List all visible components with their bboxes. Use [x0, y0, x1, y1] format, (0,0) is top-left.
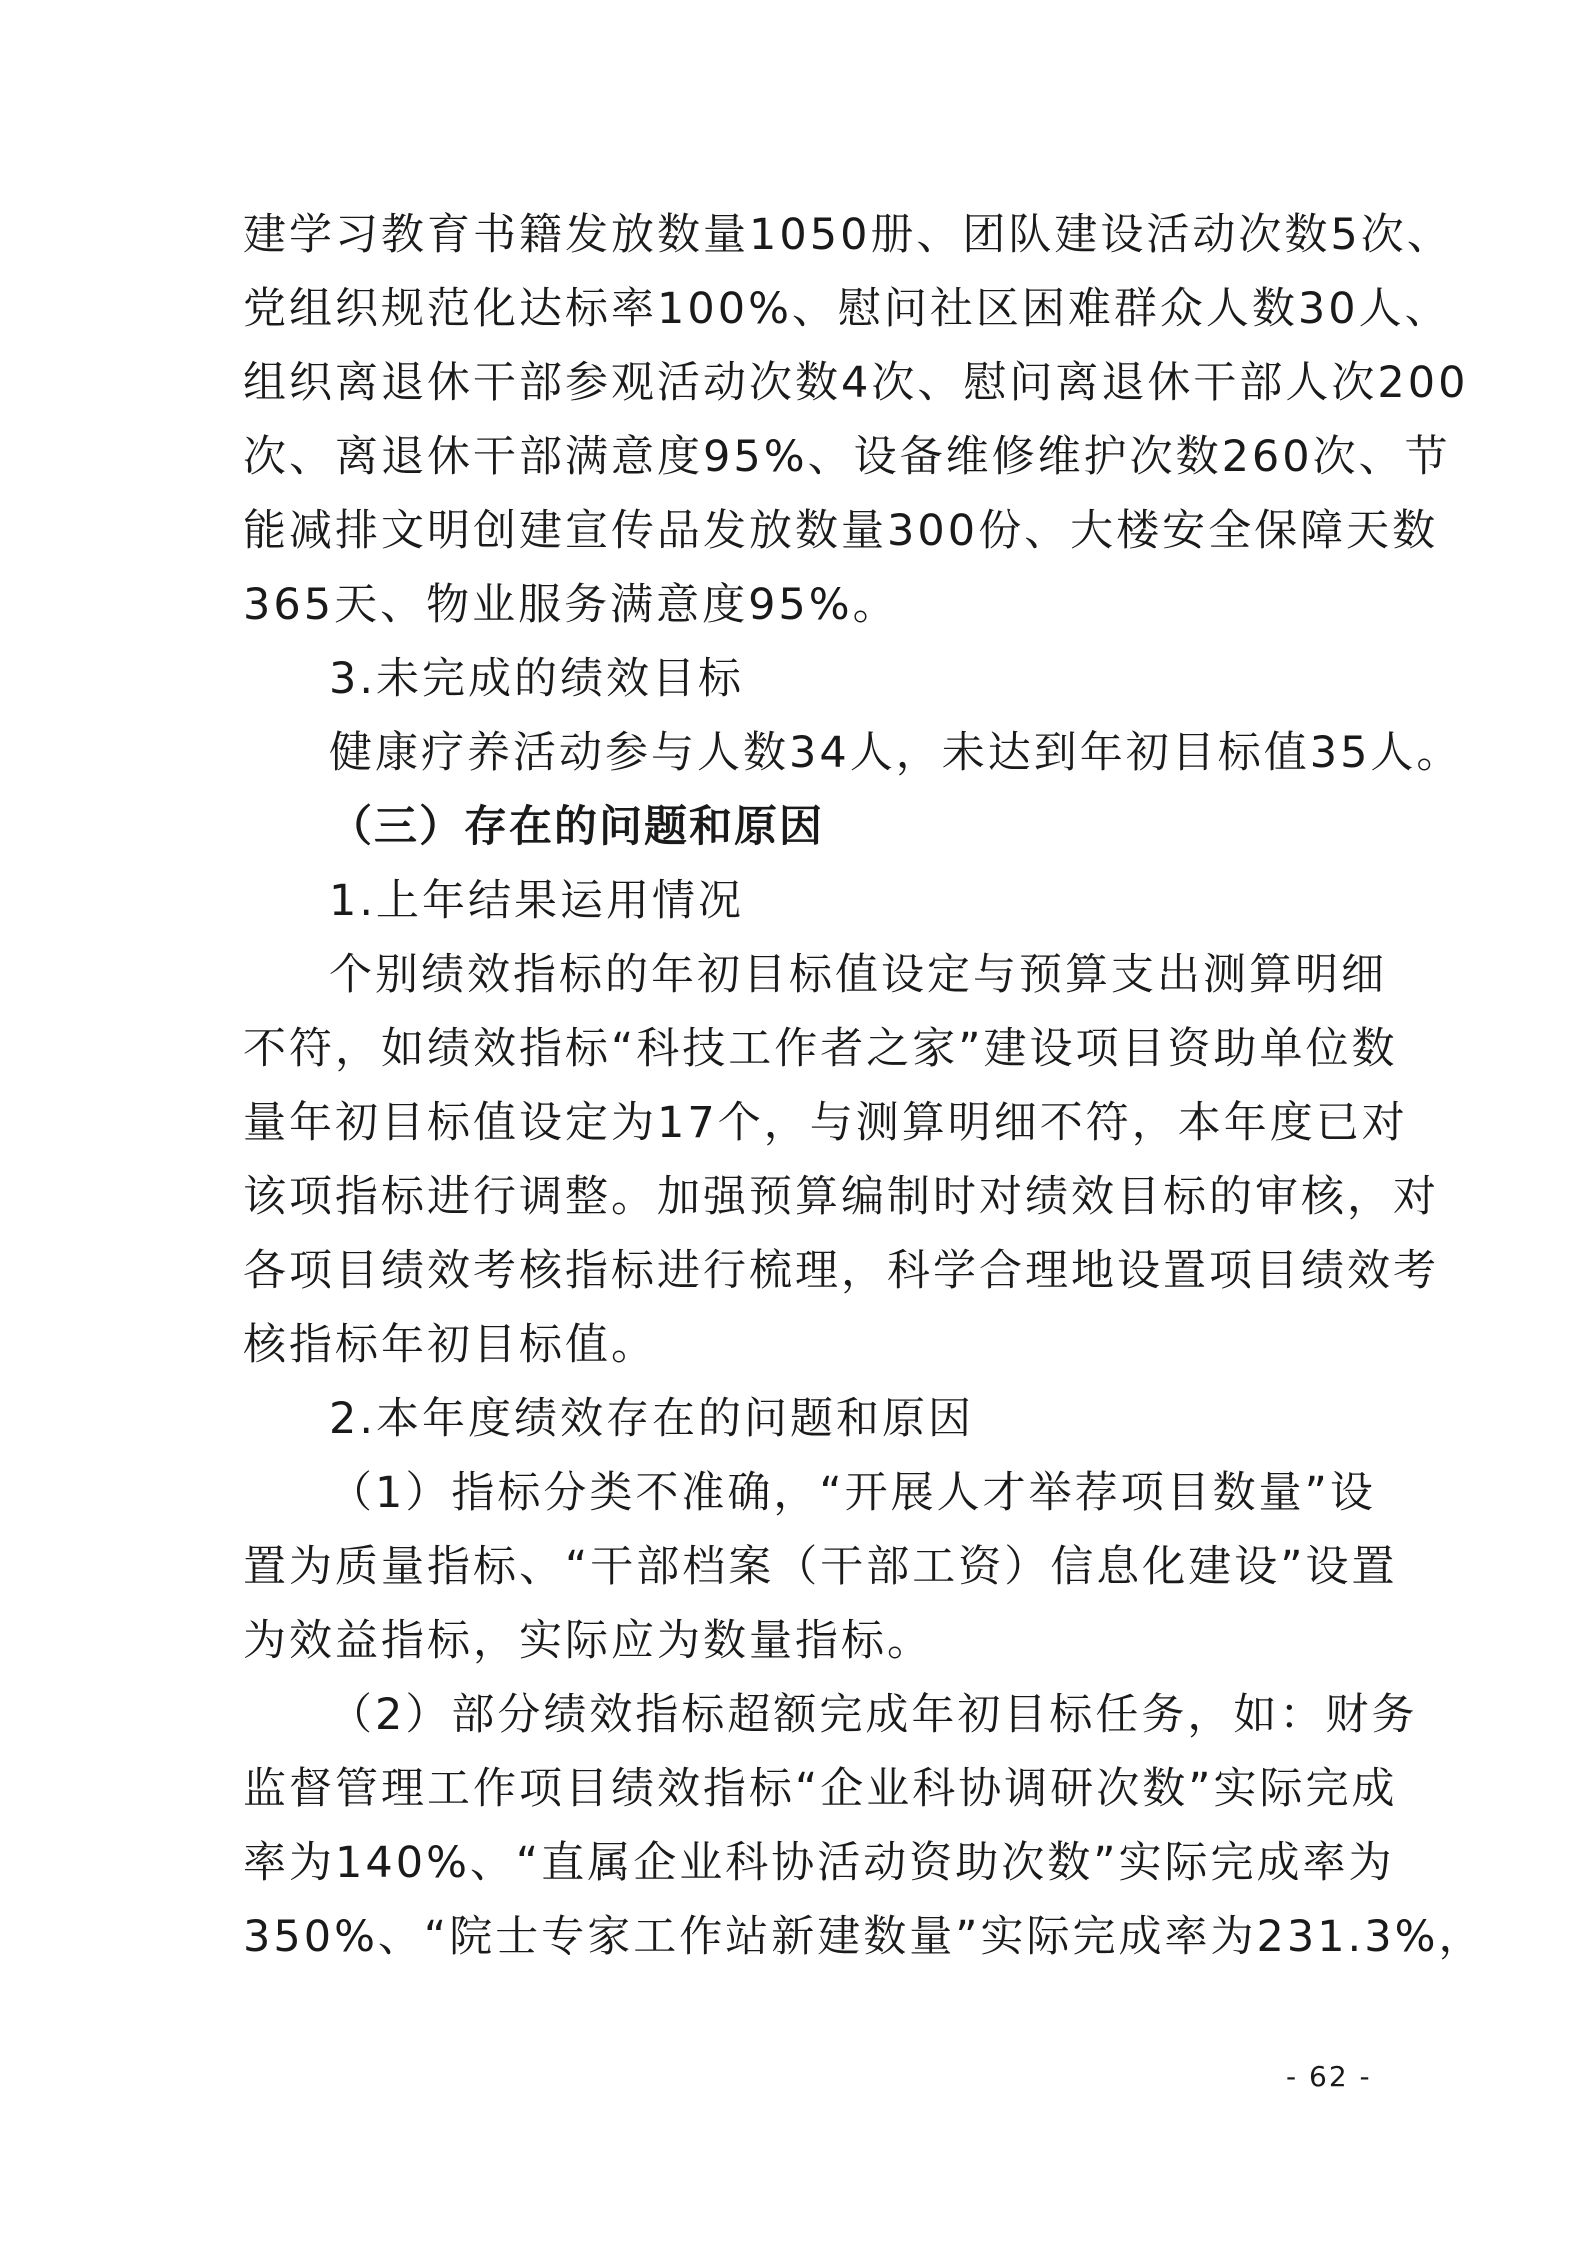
paragraph-line: 能减排文明创建宣传品发放数量300份、大楼安全保障天数 [243, 506, 1439, 556]
section-heading: （三）存在的问题和原因 [329, 802, 824, 852]
paragraph-line: 该项指标进行调整。加强预算编制时对绩效目标的审核，对 [243, 1172, 1439, 1222]
paragraph-line: 率为140%、“直属企业科协活动资助次数”实际完成率为 [243, 1838, 1395, 1888]
paragraph-line: 建学习教育书籍发放数量1050册、团队建设活动次数5次、 [243, 210, 1453, 260]
paragraph-line: 350%、“院士专家工作站新建数量”实际完成率为231.3%， [243, 1912, 1485, 1962]
paragraph-line: 健康疗养活动参与人数34人，未达到年初目标值35人。 [329, 728, 1463, 778]
paragraph-line: 不符，如绩效指标“科技工作者之家”建设项目资助单位数 [243, 1024, 1398, 1074]
section-heading: 2.本年度绩效存在的问题和原因 [329, 1394, 975, 1444]
paragraph-line: 党组织规范化达标率100%、慰问社区困难群众人数30人、 [243, 284, 1451, 334]
paragraph-line: （2）部分绩效指标超额完成年初目标任务，如：财务 [329, 1690, 1418, 1740]
paragraph-line: 各项目绩效考核指标进行梳理，科学合理地设置项目绩效考 [243, 1246, 1439, 1296]
paragraph-line: 次、离退休干部满意度95%、设备维修维护次数260次、节 [243, 432, 1451, 482]
paragraph-line: 个别绩效指标的年初目标值设定与预算支出测算明细 [329, 950, 1387, 1000]
paragraph-line: 365天、物业服务满意度95%。 [243, 580, 899, 630]
body-text [243, 198, 1485, 1974]
paragraph-line: 核指标年初目标值。 [243, 1320, 657, 1370]
paragraph-line: 为效益指标，实际应为数量指标。 [243, 1616, 933, 1666]
paragraph-line: 监督管理工作项目绩效指标“企业科协调研次数”实际完成 [243, 1764, 1398, 1814]
paragraph-line: 组织离退休干部参观活动次数4次、慰问离退休干部人次200 [243, 358, 1469, 408]
paragraph-line: 置为质量指标、“干部档案（干部工资）信息化建设”设置 [243, 1542, 1398, 1592]
page-number: - 62 - [1286, 2060, 1372, 2093]
paragraph-line: 量年初目标值设定为17个，与测算明细不符，本年度已对 [243, 1098, 1408, 1148]
section-heading: 1.上年结果运用情况 [329, 876, 745, 926]
section-heading: 3.未完成的绩效目标 [329, 654, 745, 704]
paragraph-line: （1）指标分类不准确，“开展人才举荐项目数量”设 [329, 1468, 1376, 1518]
